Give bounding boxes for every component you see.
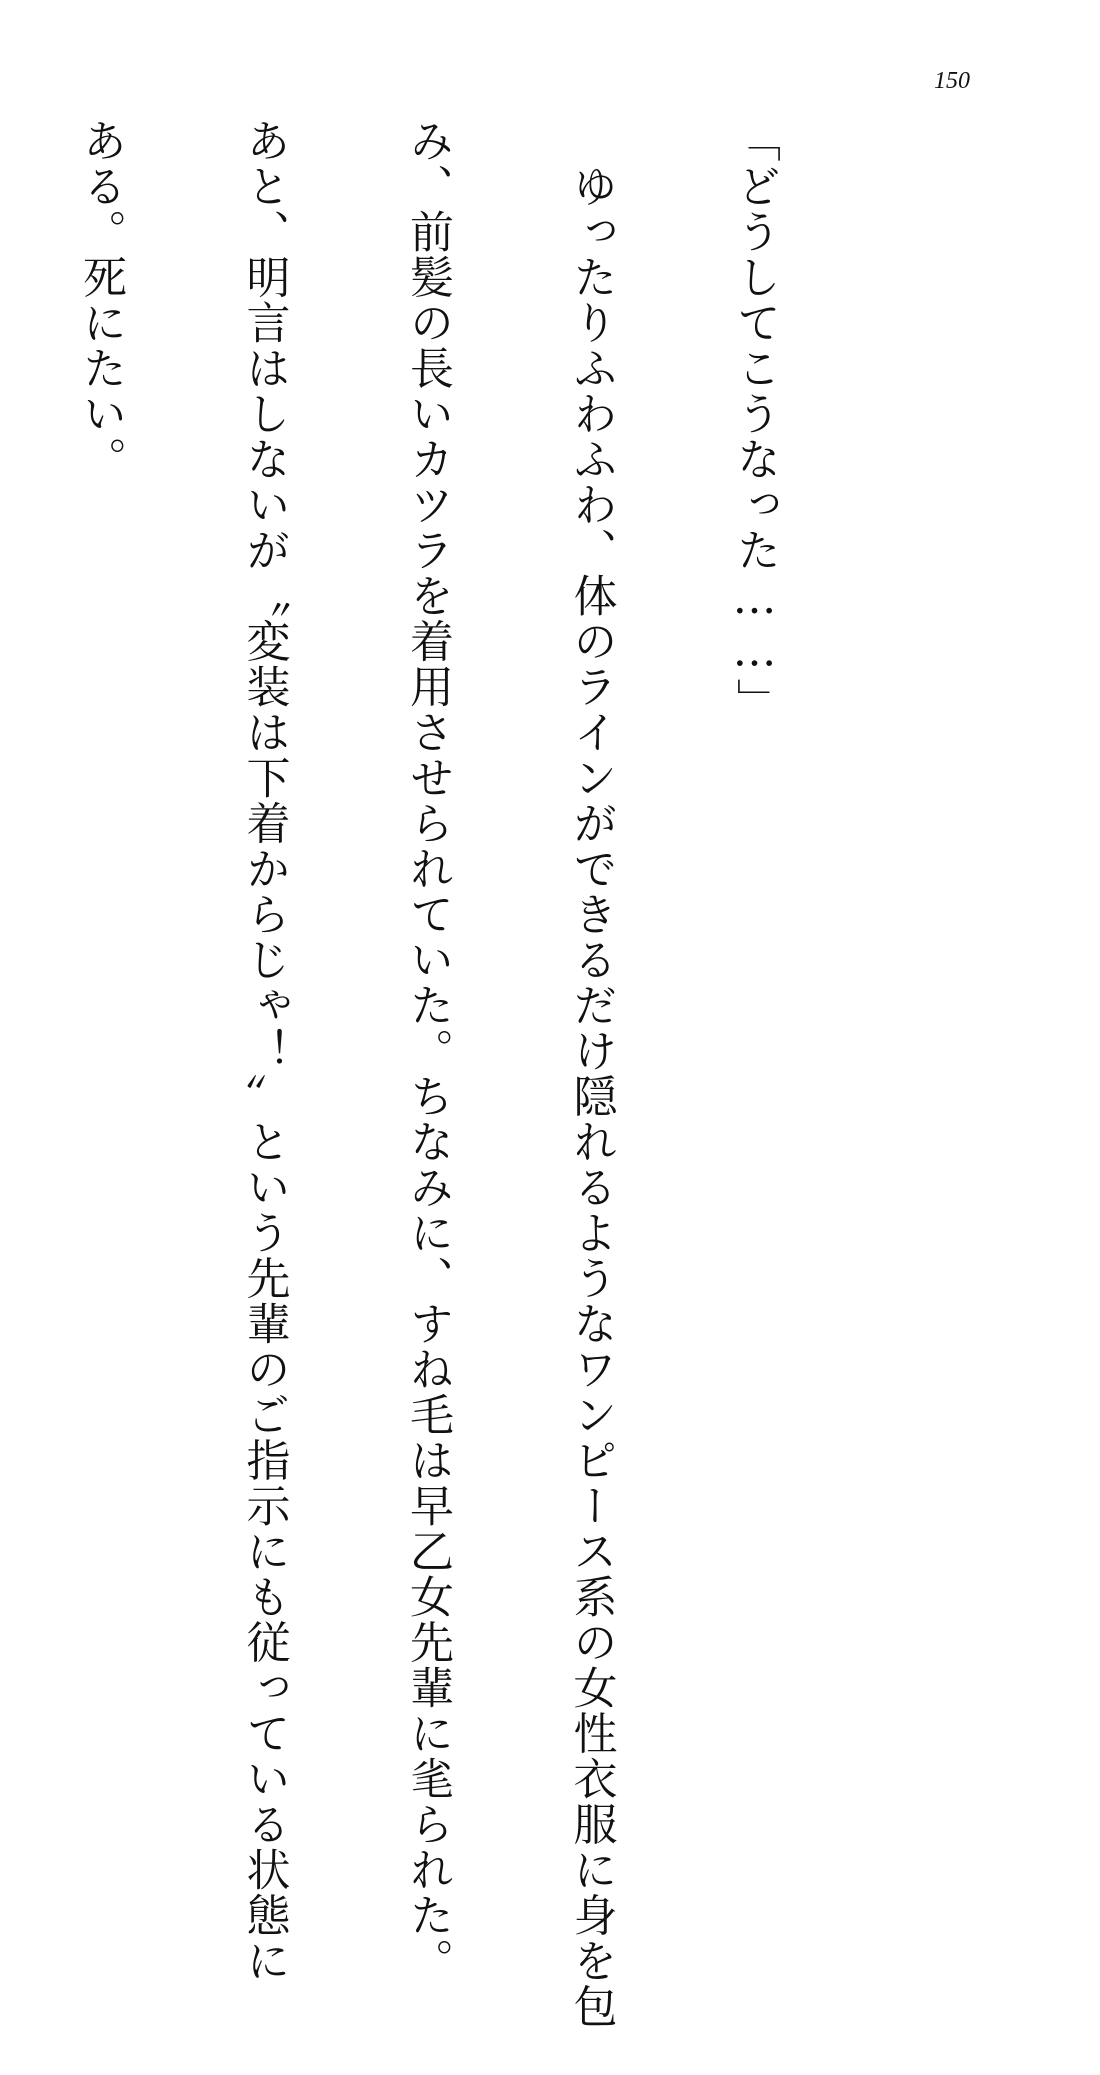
text-line: み、前髪の長いカツラを着用させられていた。ちなみに、すね毛は早乙女先輩に毟られた。 bbox=[402, 118, 453, 1984]
text-line: あと、明言はしないが〝変装は下着からじゃ！〟という先輩のご指示にも従っている状態に bbox=[238, 118, 290, 1984]
page-number: 150 bbox=[934, 68, 970, 94]
text-line: 「どうしてこうなった……」 bbox=[729, 118, 780, 724]
text-line: ゆったりふわふわ、体のラインができるだけ隠れるようなワンピース系の女性衣服に身を包 bbox=[565, 118, 617, 2029]
body-text bbox=[75, 118, 890, 2029]
text-line: ある。死にたい。 bbox=[75, 118, 126, 482]
